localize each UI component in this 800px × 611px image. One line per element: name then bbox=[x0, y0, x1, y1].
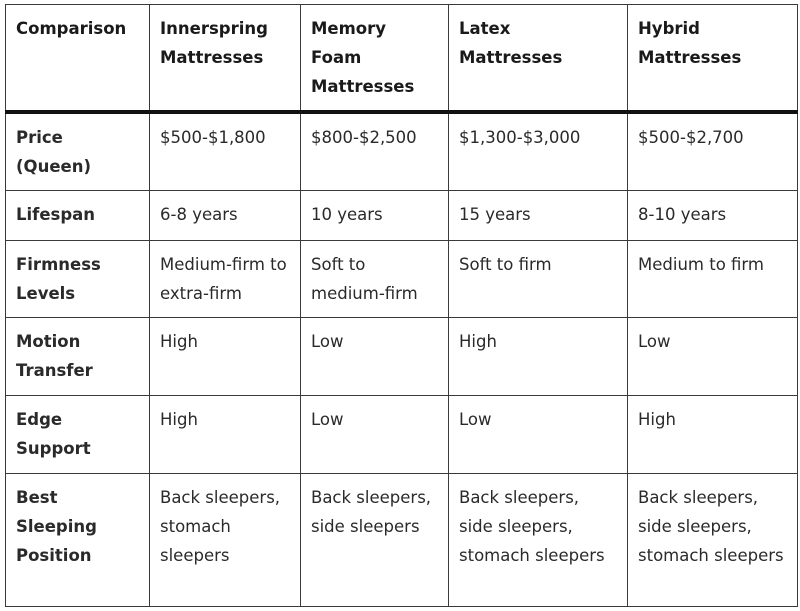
row-label: Edge Support bbox=[6, 396, 150, 474]
row-label: Lifespan bbox=[6, 191, 150, 241]
cell-hybrid: 8-10 years bbox=[628, 191, 798, 241]
cell-hybrid: Low bbox=[628, 318, 798, 396]
cell-memory-foam: 10 years bbox=[301, 191, 449, 241]
cell-hybrid: Medium to firm bbox=[628, 241, 798, 318]
table-row-edge-support bbox=[6, 396, 798, 474]
header-innerspring: Innerspring Mattresses bbox=[150, 5, 301, 112]
row-label: Price (Queen) bbox=[6, 112, 150, 191]
cell-innerspring: High bbox=[150, 396, 301, 474]
cell-latex: Soft to firm bbox=[449, 241, 628, 318]
cell-memory-foam: $800-$2,500 bbox=[301, 112, 449, 191]
cell-memory-foam: Low bbox=[301, 396, 449, 474]
table-row-motion-transfer bbox=[6, 318, 798, 396]
cell-memory-foam: Soft to medium-firm bbox=[301, 241, 449, 318]
cell-innerspring: $500-$1,800 bbox=[150, 112, 301, 191]
header-comparison: Comparison bbox=[6, 5, 150, 112]
cell-memory-foam: Back sleepers, side sleepers bbox=[301, 474, 449, 607]
row-label: Motion Transfer bbox=[6, 318, 150, 396]
table-row-firmness bbox=[6, 241, 798, 318]
cell-latex: $1,300-$3,000 bbox=[449, 112, 628, 191]
table-row-price bbox=[6, 112, 798, 191]
header-latex: Latex Mattresses bbox=[449, 5, 628, 112]
cell-innerspring: Back sleepers, stomach sleepers bbox=[150, 474, 301, 607]
cell-latex: 15 years bbox=[449, 191, 628, 241]
cell-latex: Back sleepers, side sleepers, stomach sleepers bbox=[449, 474, 628, 607]
cell-latex: High bbox=[449, 318, 628, 396]
cell-innerspring: 6-8 years bbox=[150, 191, 301, 241]
cell-hybrid: Back sleepers, side sleepers, stomach sleepers bbox=[628, 474, 798, 607]
header-hybrid: Hybrid Mattresses bbox=[628, 5, 798, 112]
cell-innerspring: High bbox=[150, 318, 301, 396]
cell-latex: Low bbox=[449, 396, 628, 474]
cell-hybrid: High bbox=[628, 396, 798, 474]
table-row-sleeping-position bbox=[6, 474, 798, 607]
row-label: Firmness Levels bbox=[6, 241, 150, 318]
table-row-lifespan bbox=[6, 191, 798, 241]
header-memory-foam: Memory Foam Mattresses bbox=[301, 5, 449, 112]
header-row bbox=[6, 5, 798, 112]
row-label: Best Sleeping Position bbox=[6, 474, 150, 607]
mattress-comparison-table bbox=[5, 4, 798, 607]
cell-innerspring: Medium-firm to extra-firm bbox=[150, 241, 301, 318]
cell-hybrid: $500-$2,700 bbox=[628, 112, 798, 191]
cell-memory-foam: Low bbox=[301, 318, 449, 396]
